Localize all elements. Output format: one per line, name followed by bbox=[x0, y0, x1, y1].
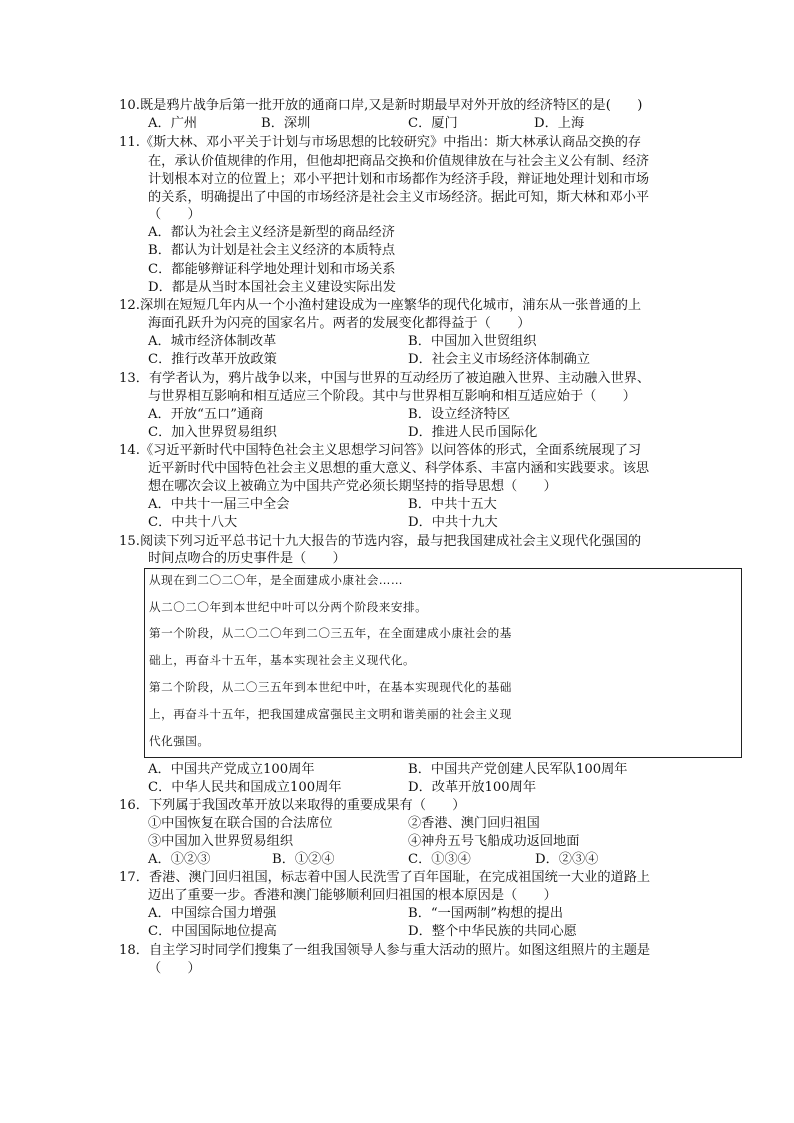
question-stem-line: 10.既是鸦片战争后第一批开放的通商口岸,又是新时期最早对外开放的经济特区的是( ) bbox=[119, 98, 643, 113]
quote-line: 上，再奋斗十五年，把我国建成富强民主文明和谐美丽的社会主义现 bbox=[149, 707, 512, 721]
question-stem-line: 12.深圳在短短几年内从一个小渔村建设成为一座繁华的现代化城市，浦东从一张普通的上 bbox=[119, 298, 642, 313]
question-stem-line: 与世界相互影响和相互适应三个阶段。其中与世界相互影响和相互适应始于（ ） bbox=[148, 389, 636, 404]
question-stem-line: 海面孔跃升为闪亮的国家名片。两者的发展变化都得益于（ ） bbox=[148, 316, 531, 331]
option-b: B．深圳 bbox=[261, 116, 311, 131]
option-d: D．②③④ bbox=[535, 852, 599, 867]
option-b: B．“一国两制”构想的提出 bbox=[408, 906, 564, 921]
option-a: A．①②③ bbox=[148, 852, 211, 867]
option-d: D．都是从当时本国社会主义建设实际出发 bbox=[148, 280, 396, 295]
option-a: A．城市经济体制改革 bbox=[148, 334, 277, 349]
question-stem-line: 18．自主学习时同学们搜集了一组我国领导人参与重大活动的照片。如图这组照片的主题是 bbox=[119, 943, 651, 958]
quote-line: 础上，再奋斗十五年，基本实现社会主义现代化。 bbox=[149, 653, 416, 667]
quote-line: 从现在到二〇二〇年，是全面建成小康社会…… bbox=[149, 573, 403, 587]
question-stem-line: 11.《斯大林、邓小平关于计划与市场思想的比较研究》中指出：斯大林承认商品交换的存 bbox=[119, 135, 642, 150]
option-d: D．推进人民币国际化 bbox=[408, 425, 538, 440]
option-a: A．中国共产党成立100周年 bbox=[148, 762, 315, 777]
option-c: C．中华人民共和国成立100周年 bbox=[148, 780, 342, 795]
statement-1: ①中国恢复在联合国的合法席位 bbox=[148, 816, 333, 831]
quote-box bbox=[144, 568, 742, 758]
question-stem-line: 16．下列属于我国改革开放以来取得的重要成果有（ ） bbox=[119, 798, 466, 813]
question-stem-line: 在，承认价值规律的作用，但他却把商品交换和价值规律放在与社会主义公有制、经济 bbox=[148, 154, 650, 169]
option-c: C．中国国际地位提高 bbox=[148, 924, 277, 939]
question-stem-line: 近平新时代中国特色社会主义思想的重大意义、科学体系、丰富内涵和实践要求。该思 bbox=[148, 461, 650, 476]
statement-3: ③中国加入世界贸易组织 bbox=[148, 834, 294, 849]
quote-line: 第二个阶段，从二〇三五年到本世纪中叶，在基本实现现代化的基础 bbox=[149, 680, 512, 694]
option-b: B．都认为计划是社会主义经济的本质特点 bbox=[148, 243, 396, 258]
question-stem-line: 的关系，明确提出了中国的市场经济是社会主义市场经济。据此可知，斯大林和邓小平 bbox=[148, 190, 650, 205]
question-stem-line: 14.《习近平新时代中国特色社会主义思想学习问答》以问答体的形式，全面系统展现了习 bbox=[119, 443, 642, 458]
option-d: D．上海 bbox=[534, 116, 585, 131]
question-stem-line: 17．香港、澳门回归祖国，标志着中国人民洗雪了百年国耻，在完成祖国统一大业的道路上 bbox=[119, 870, 651, 885]
statement-4: ④神舟五号飞船成功返回地面 bbox=[408, 834, 580, 849]
quote-line: 代化强国。 bbox=[149, 734, 210, 748]
option-d: D．改革开放100周年 bbox=[408, 780, 537, 795]
option-a: A．中国综合国力增强 bbox=[148, 906, 277, 921]
question-stem-line: 想在哪次会议上被确立为中国共产党必须长期坚持的指导思想（ ） bbox=[148, 479, 557, 494]
option-c: C．中共十八大 bbox=[148, 515, 238, 530]
option-c: C．都能够辩证科学地处理计划和市场关系 bbox=[148, 262, 396, 277]
question-stem-line: （ ） bbox=[148, 961, 201, 976]
question-stem-line: 时间点吻合的历史事件是（ ） bbox=[148, 551, 346, 566]
option-b: B．①②④ bbox=[272, 852, 335, 867]
option-b: B．中共十五大 bbox=[408, 497, 497, 512]
option-c: C．①③④ bbox=[408, 852, 471, 867]
option-a: A．都认为社会主义经济是新型的商品经济 bbox=[148, 225, 395, 240]
question-stem-line: 15.阅读下列习近平总书记十九大报告的节选内容，最与把我国建成社会主义现代化强国的 bbox=[119, 534, 642, 549]
option-a: A．开放“五口”通商 bbox=[148, 407, 264, 422]
option-a: A．中共十一届三中全会 bbox=[148, 497, 290, 512]
option-d: D．中共十九大 bbox=[408, 515, 498, 530]
question-stem-line: 13．有学者认为，鸦片战争以来，中国与世界的互动经历了被迫融入世界、主动融入世界、 bbox=[119, 371, 651, 386]
option-d: D．社会主义市场经济体制确立 bbox=[408, 352, 591, 367]
option-b: B．中国共产党创建人民军队100周年 bbox=[408, 762, 628, 777]
question-stem-line: 计划根本对立的位置上；邓小平把计划和市场都作为经济手段，辩证地处理计划和市场 bbox=[148, 172, 650, 187]
option-b: B．设立经济特区 bbox=[408, 407, 511, 422]
option-a: A．广州 bbox=[148, 116, 198, 131]
option-c: C．推行改革开放政策 bbox=[148, 352, 277, 367]
statement-2: ②香港、澳门回归祖国 bbox=[408, 816, 540, 831]
option-c: C．厦门 bbox=[408, 116, 458, 131]
option-c: C．加入世界贸易组织 bbox=[148, 425, 277, 440]
option-b: B．中国加入世贸组织 bbox=[408, 334, 537, 349]
quote-line: 第一个阶段，从二〇二〇年到二〇三五年，在全面建成小康社会的基 bbox=[149, 626, 512, 640]
question-stem-line: （ ） bbox=[148, 207, 201, 222]
option-d: D．整个中华民族的共同心愿 bbox=[408, 924, 577, 939]
quote-line: 从二〇二〇年到本世纪中叶可以分两个阶段来安排。 bbox=[149, 600, 428, 614]
question-stem-line: 迈出了重要一步。香港和澳门能够顺利回归祖国的根本原因是（ ） bbox=[148, 888, 557, 903]
